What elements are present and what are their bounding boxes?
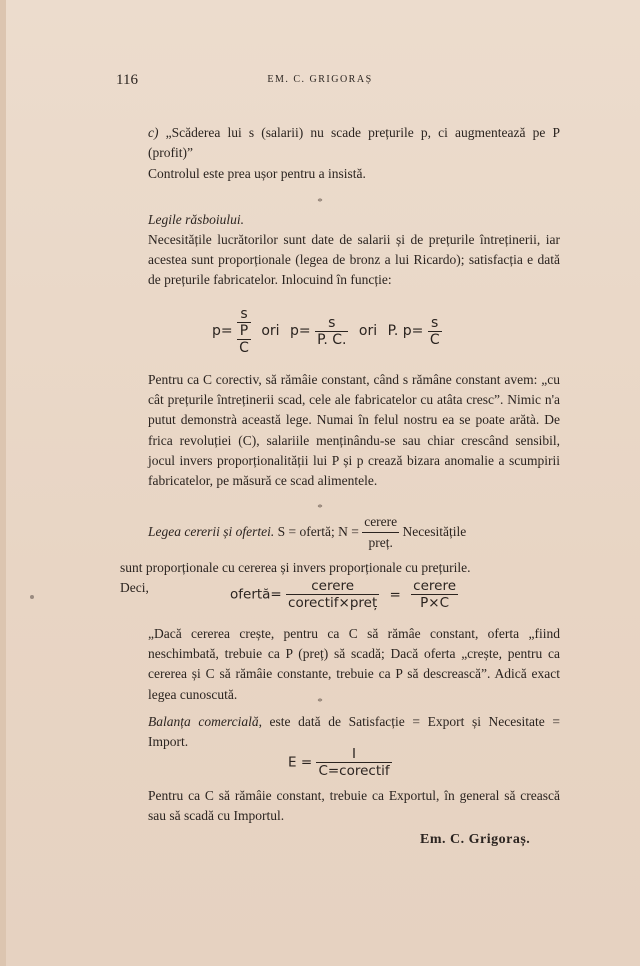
formula3-den: C <box>429 331 440 348</box>
oferta-fraction-2 <box>411 578 458 611</box>
balanta-paragraph: Pentru ca C să rămâie constant, trebuie ca Exportul, în general să crească sau să scadă cu Importul. <box>148 788 560 824</box>
legile-formula <box>212 306 442 356</box>
oferta-equals: = <box>389 586 401 603</box>
ori-1: ori <box>261 323 280 339</box>
legea-text-a: S = ofertă; N = <box>277 523 359 539</box>
oferta-n2: cerere <box>413 578 457 594</box>
legea-frac-num: cerere <box>362 512 399 533</box>
balanta-title: Balanța comercială <box>148 714 259 729</box>
page-number: 116 <box>116 72 138 88</box>
legea-paragraph: „Dacă cererea crește, pentru ca C să rămâe constant, oferta „fiind neschimbată, trebuie ca P (preț) să scadă; Dacă oferta „crește, pentru ca cererea și C să rămâie constante, trebuie ca P să descrească”. Adică exact legea cunoscută. <box>148 626 560 702</box>
page-header <box>116 72 524 92</box>
oferta-left: ofertă= <box>230 586 282 603</box>
balanta-text: , este dată de Satisfacție = Export și Necesitate = Import. <box>148 714 560 750</box>
oferta-d1: corectif×preț <box>288 595 378 611</box>
oferta-n1: cerere <box>286 578 379 595</box>
binding-mark <box>30 595 34 599</box>
formula2-num: s <box>315 315 348 332</box>
legea-frac-den: preț. <box>368 535 393 551</box>
balanta-fraction <box>316 746 391 779</box>
ori-2: ori <box>358 323 378 339</box>
formula3-left: P. p= <box>387 323 424 339</box>
formula1-fraction <box>237 306 251 356</box>
separator-star-1: * <box>317 196 323 208</box>
formula1-num-top: s <box>237 306 251 323</box>
balanta-den: C=corectif <box>318 763 390 779</box>
legile-title <box>148 210 560 230</box>
running-head: EM. C. GRIGORAȘ <box>267 74 373 85</box>
formula1-num-bot: P <box>237 323 251 340</box>
separator-star-3: * <box>317 696 323 708</box>
page-edge <box>0 0 6 966</box>
formula2-fraction <box>315 315 348 348</box>
legea-line-2: sunt proporționale cu cererea și invers proporționale cu prețurile. <box>120 560 471 575</box>
legile-paragraph: Necesitățile lucrătorilor sunt date de salarii și de prețurile întreținerii, iar acestea sunt proporționale (legea de bronz a lui Ricardo); satisfacția e dată de prețurile fabricatelor. Inlocuind în funcție: <box>148 232 560 288</box>
section-c-marker: c) <box>148 125 159 140</box>
section-c-line: Controlul este prea ușor pentru a insistă. <box>148 166 366 181</box>
formula2-den: P. C. <box>317 331 347 348</box>
legea-line <box>148 512 560 553</box>
balanta-formula <box>288 746 392 779</box>
legea-title: Legea cererii și ofertei. <box>148 523 275 539</box>
formula1-den: C <box>239 340 249 356</box>
oferta-d2: P×C <box>420 595 450 611</box>
oferta-fraction-1 <box>286 578 379 611</box>
legile-title-text: Legile răsboiului. <box>148 212 245 227</box>
signature: Em. C. Grigoraș. <box>420 832 531 847</box>
separator-star-2: * <box>317 502 323 514</box>
legea-deci: Deci, <box>120 580 149 595</box>
legea-fraction <box>362 512 399 553</box>
legile-paragraph-2: Pentru ca C corectiv, să rămâie constant, când s rămâne constant avem: „cu cât prețurile întreținerii scad, cele ale fabricatelor cu atâta cresc”. Nimic n'a putut demonstrà această lege. Numai în felul nostru ea se poate arătà. De frica revoluției (C), salariile menținându-se sau chiar crescând sensibil, jocul invers proporționalității lui P și p crează bizara anomalie a scumpirii fabricatelor, pe măsură ce scad alimentele. <box>148 372 560 489</box>
formula3-fraction <box>428 315 442 348</box>
balanta-left: E = <box>288 754 313 771</box>
section-c-quote-text: „Scăderea lui s (salarii) nu scade prețurile p, ci augmentează pe P (profit)” <box>148 125 561 161</box>
formula3-num: s <box>428 315 442 332</box>
section-c-quote <box>148 123 560 163</box>
legea-formula <box>230 578 458 611</box>
formula1-left: p= <box>212 323 233 339</box>
legea-text-b: Necesitățile <box>402 523 467 539</box>
balanta-num: I <box>316 746 391 763</box>
formula2-left: p= <box>289 323 311 339</box>
